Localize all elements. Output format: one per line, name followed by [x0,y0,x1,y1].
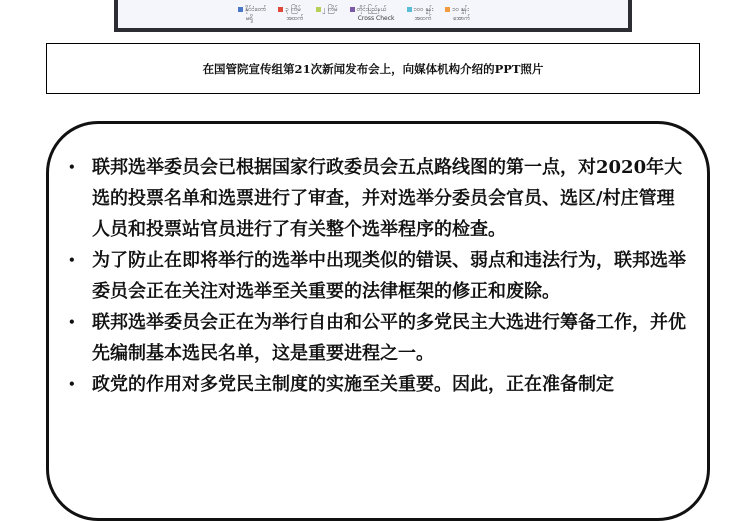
photo-caption-box [46,43,700,94]
legend-sublabel: အထက် [414,15,432,22]
legend-label: တိုင်းပြည်နယ် [356,5,387,13]
legend-item [316,4,338,28]
legend-item [350,4,395,28]
photo-caption: 在国管院宣传组第21次新闻发布会上，向媒体机构介绍的PPT照片 [202,61,544,76]
bullet-item: • 联邦选举委员会正在为举行自由和公平的多党民主大选进行筹备工作，并优先编制基本选民名单，这是重要进程之一。 [62,307,692,369]
legend-label: နိုင်ငံတော် [245,5,267,13]
legend-label: ၁၀ နှုန်း [452,5,469,13]
legend-label: ၃ ကြိမ် [285,5,301,13]
legend-swatch [278,7,283,12]
legend-sublabel: Cross Check [357,15,395,22]
legend-swatch [445,7,450,12]
legend-sublabel: မရှိ [246,15,253,22]
chart-legend [238,4,470,28]
legend-swatch [238,7,243,12]
bullet-list [62,152,692,400]
legend-label: ၁၀၀ နှုန်း [413,5,434,13]
slide-photo-frame [114,0,632,32]
legend-item [238,4,266,28]
slide-photo [118,0,628,28]
legend-item [407,4,434,28]
legend-swatch [407,7,412,12]
legend-item [278,4,303,28]
bullet-item: • 政党的作用对多党民主制度的实施至关重要。因此，正在准备制定 [62,369,692,400]
bullet-item: • 为了防止在即将举行的选举中出现类似的错误、弱点和违法行为，联邦选举委员会正在关注对选举至关重要的法律框架的修正和废除。 [62,245,692,307]
legend-sublabel: အထက် [286,15,304,22]
legend-swatch [316,7,321,12]
legend-item [445,4,470,28]
legend-sublabel: အောက် [453,15,471,22]
legend-swatch [350,7,355,12]
legend-label: ၂ ကြိမ် [322,5,338,13]
bullet-item: • 联邦选举委员会已根据国家行政委员会五点路线图的第一点，对2020年大选的投票名单和选票进行了审查，并对选举分委员会官员、选区/村庄管理人员和投票站官员进行了有关整个选举程序的检查。 [62,152,692,245]
